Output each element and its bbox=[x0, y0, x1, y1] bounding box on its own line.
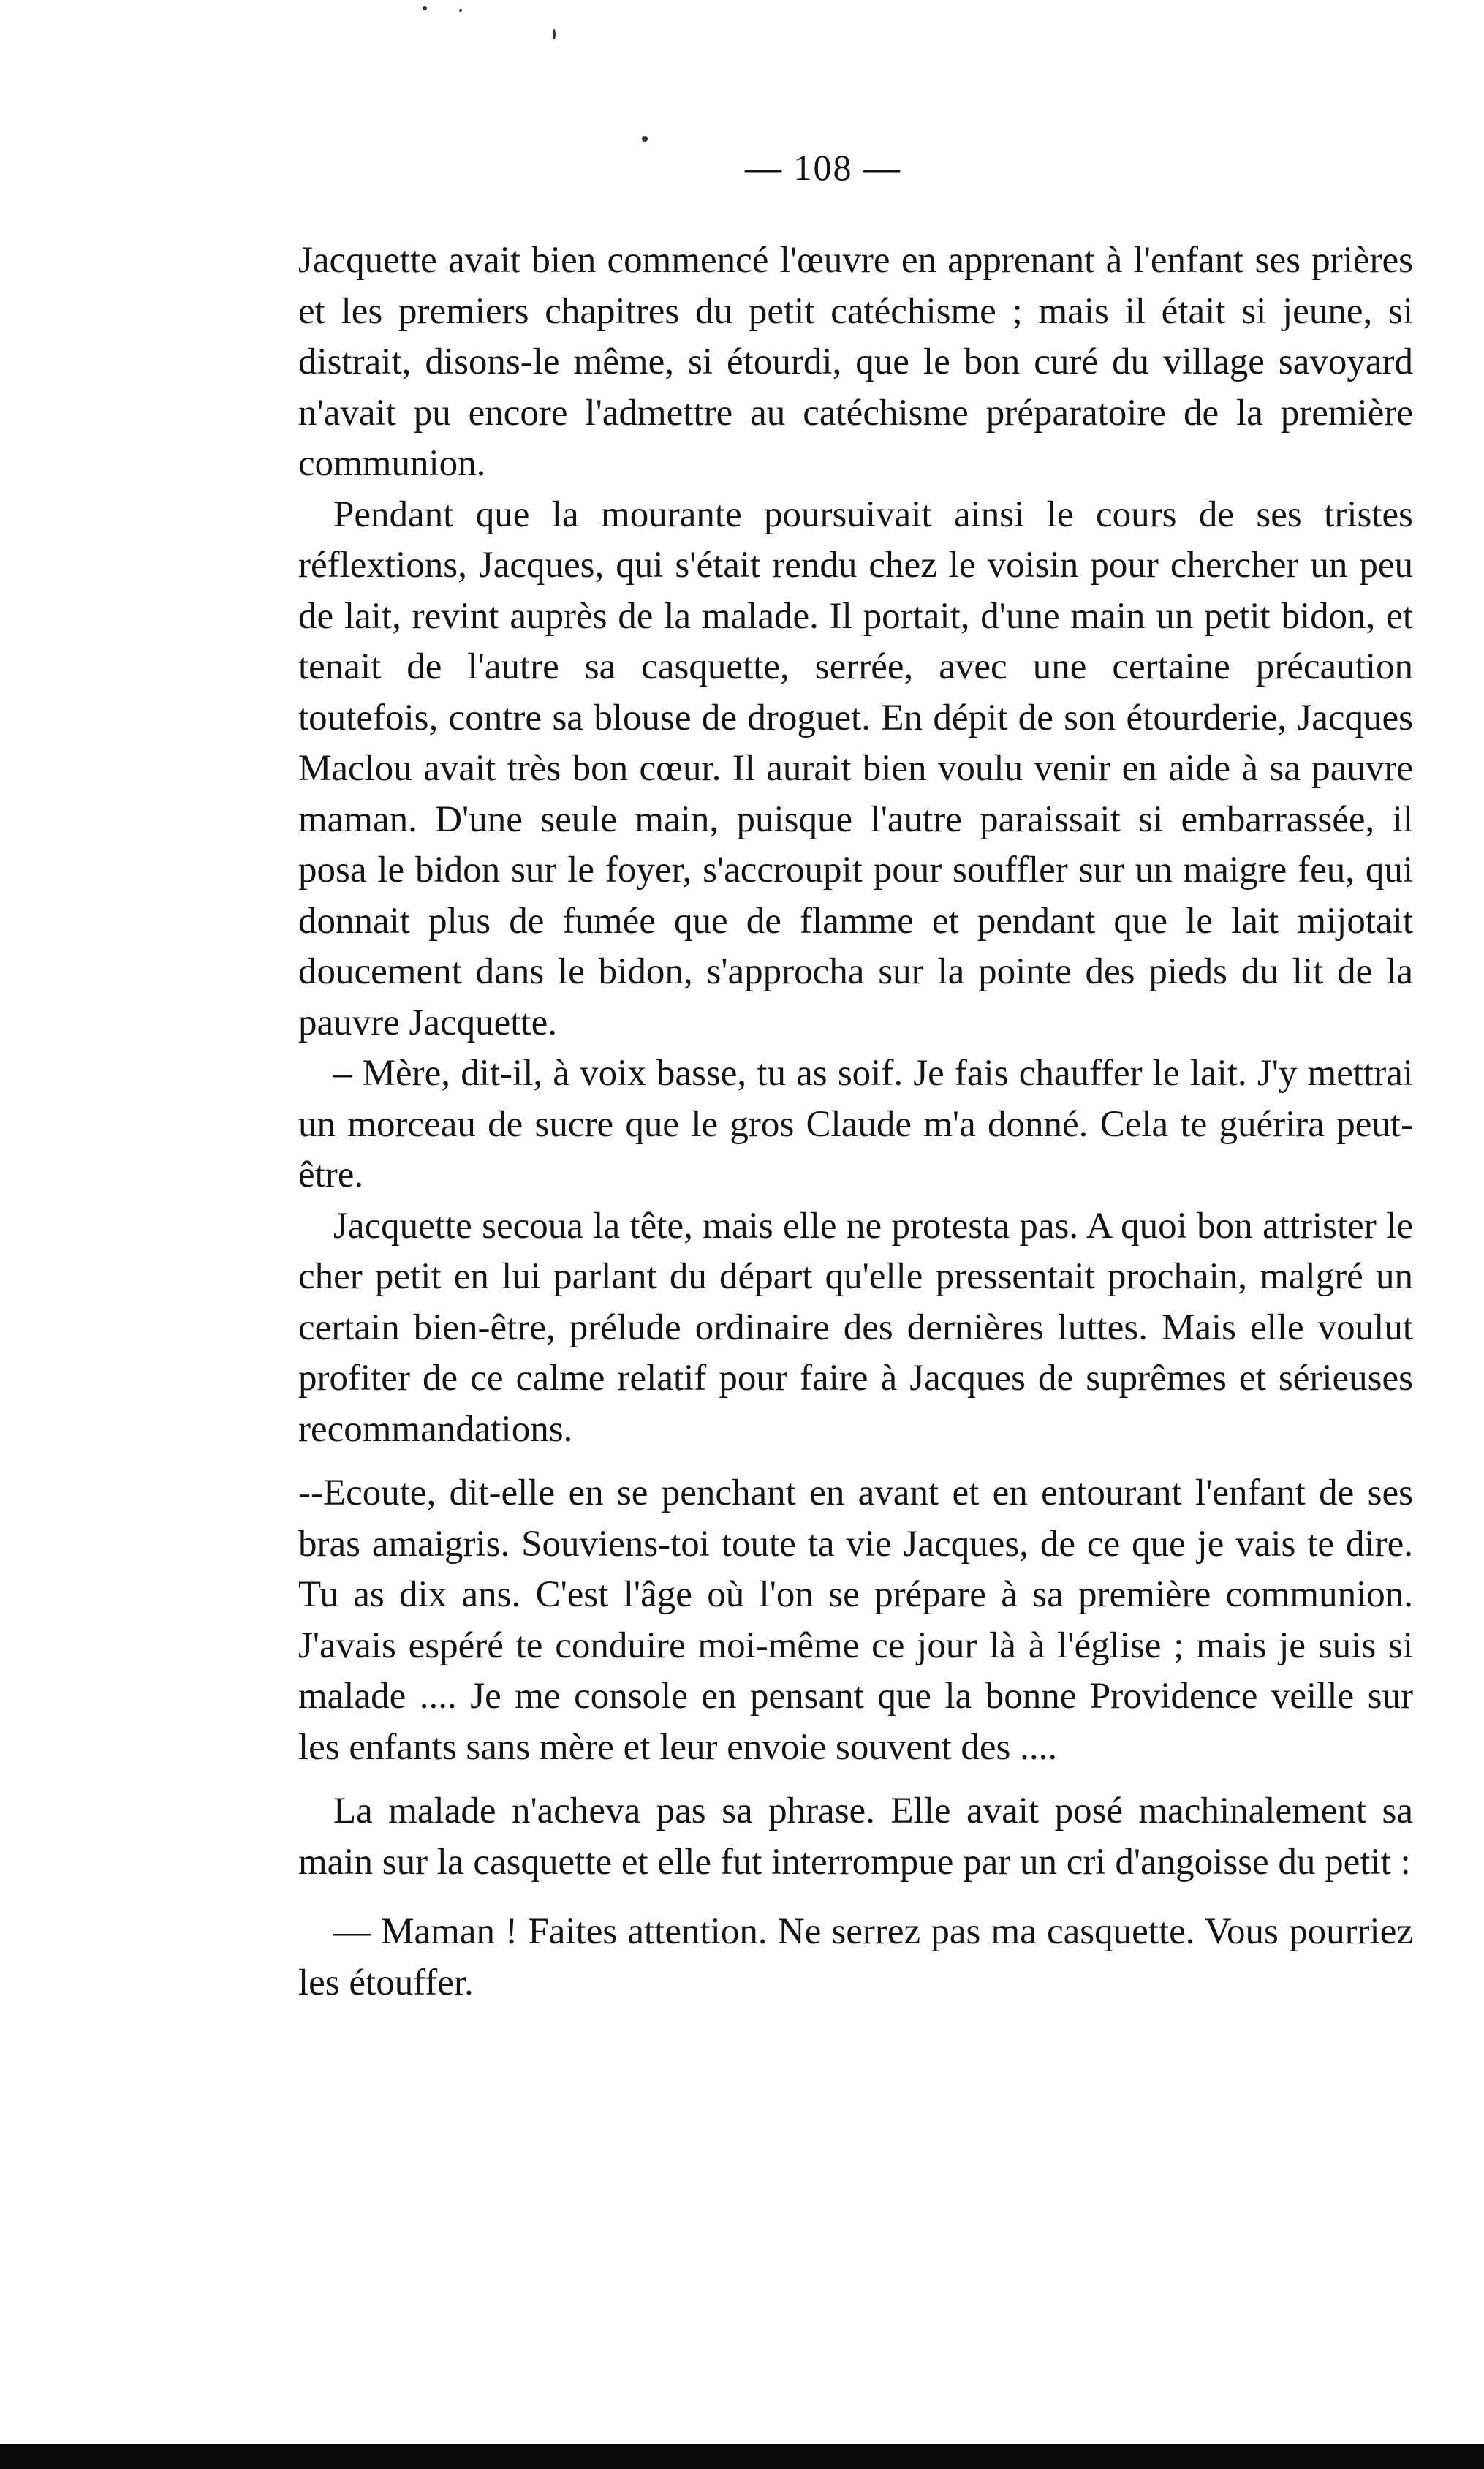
body-text bbox=[298, 235, 1413, 2008]
paragraph: --Ecoute, dit-elle en se penchant en avant et en entourant l'enfant de ses bras amaigris. Souviens-toi toute ta vie Jacques, de ce que je vais te dire. Tu as dix ans. C'est l'âge où l'on se prépare à sa première communion. J'avais espéré te conduire moi-même ce jour là à l'église ; mais je suis si malade .... Je me console en pensant que la bonne Providence veille sur les enfants sans mère et leur envoie souvent des .... bbox=[298, 1472, 1413, 1768]
scan-speck bbox=[459, 9, 462, 12]
paragraph: La malade n'acheva pas sa phrase. Elle avait posé machinalement sa main sur la casquette et elle fut interrompue par un cri d'angoisse du petit : bbox=[298, 1791, 1413, 1883]
page-number: — 108 — bbox=[745, 147, 901, 188]
paragraph: Jacquette secoua la tête, mais elle ne protesta pas. A quoi bon attrister le cher petit en lui parlant du départ qu'elle pressentait prochain, malgré un certain bien-être, prélude ordinaire des dernières luttes. Mais elle voulut profiter de ce calme relatif pour faire à Jacques de suprêmes et sérieuses recommandations. bbox=[298, 1205, 1413, 1450]
scan-border bbox=[0, 2444, 1484, 2469]
scan-speck bbox=[642, 136, 648, 142]
scan-speck bbox=[553, 29, 556, 39]
paragraph: – Mère, dit-il, à voix basse, tu as soif. Je fais chauffer le lait. J'y mettrai un morceau de sucre que le gros Claude m'a donné. Cela te guérira peut-être. bbox=[298, 1053, 1413, 1195]
paragraph: Pendant que la mourante poursuivait ainsi le cours de ses tristes réflextions, Jacques, qui s'était rendu chez le voisin pour chercher un peu de lait, revint auprès de la malade. Il portait, d'une main un petit bidon, et tenait de l'autre sa casquette, serrée, avec une certaine précaution toutefois, contre sa blouse de droguet. En dépit de son étourderie, Jacques Maclou avait très bon cœur. Il aurait bien voulu venir en aide à sa pauvre maman. D'une seule main, puisque l'autre paraissait si embarrassée, il posa le bidon sur le foyer, s'accroupit pour souffler sur un maigre feu, qui donnait plus de fumée que de flamme et pendant que le lait mijotait doucement dans le bidon, s'approcha sur la pointe des pieds du lit de la pauvre Jacquette. bbox=[298, 494, 1413, 1043]
paragraph: — Maman ! Faites attention. Ne serrez pas ma casquette. Vous pourriez les étouffer. bbox=[298, 1911, 1413, 2003]
paragraph: Jacquette avait bien commencé l'œuvre en apprenant à l'enfant ses prières et les premiers chapitres du petit catéchisme ; mais il était si jeune, si distrait, disons-le même, si étourdi, que le bon curé du village savoyard n'avait pu encore l'admettre au catéchisme préparatoire de la première communion. bbox=[298, 240, 1413, 484]
scan-speck bbox=[423, 6, 427, 10]
